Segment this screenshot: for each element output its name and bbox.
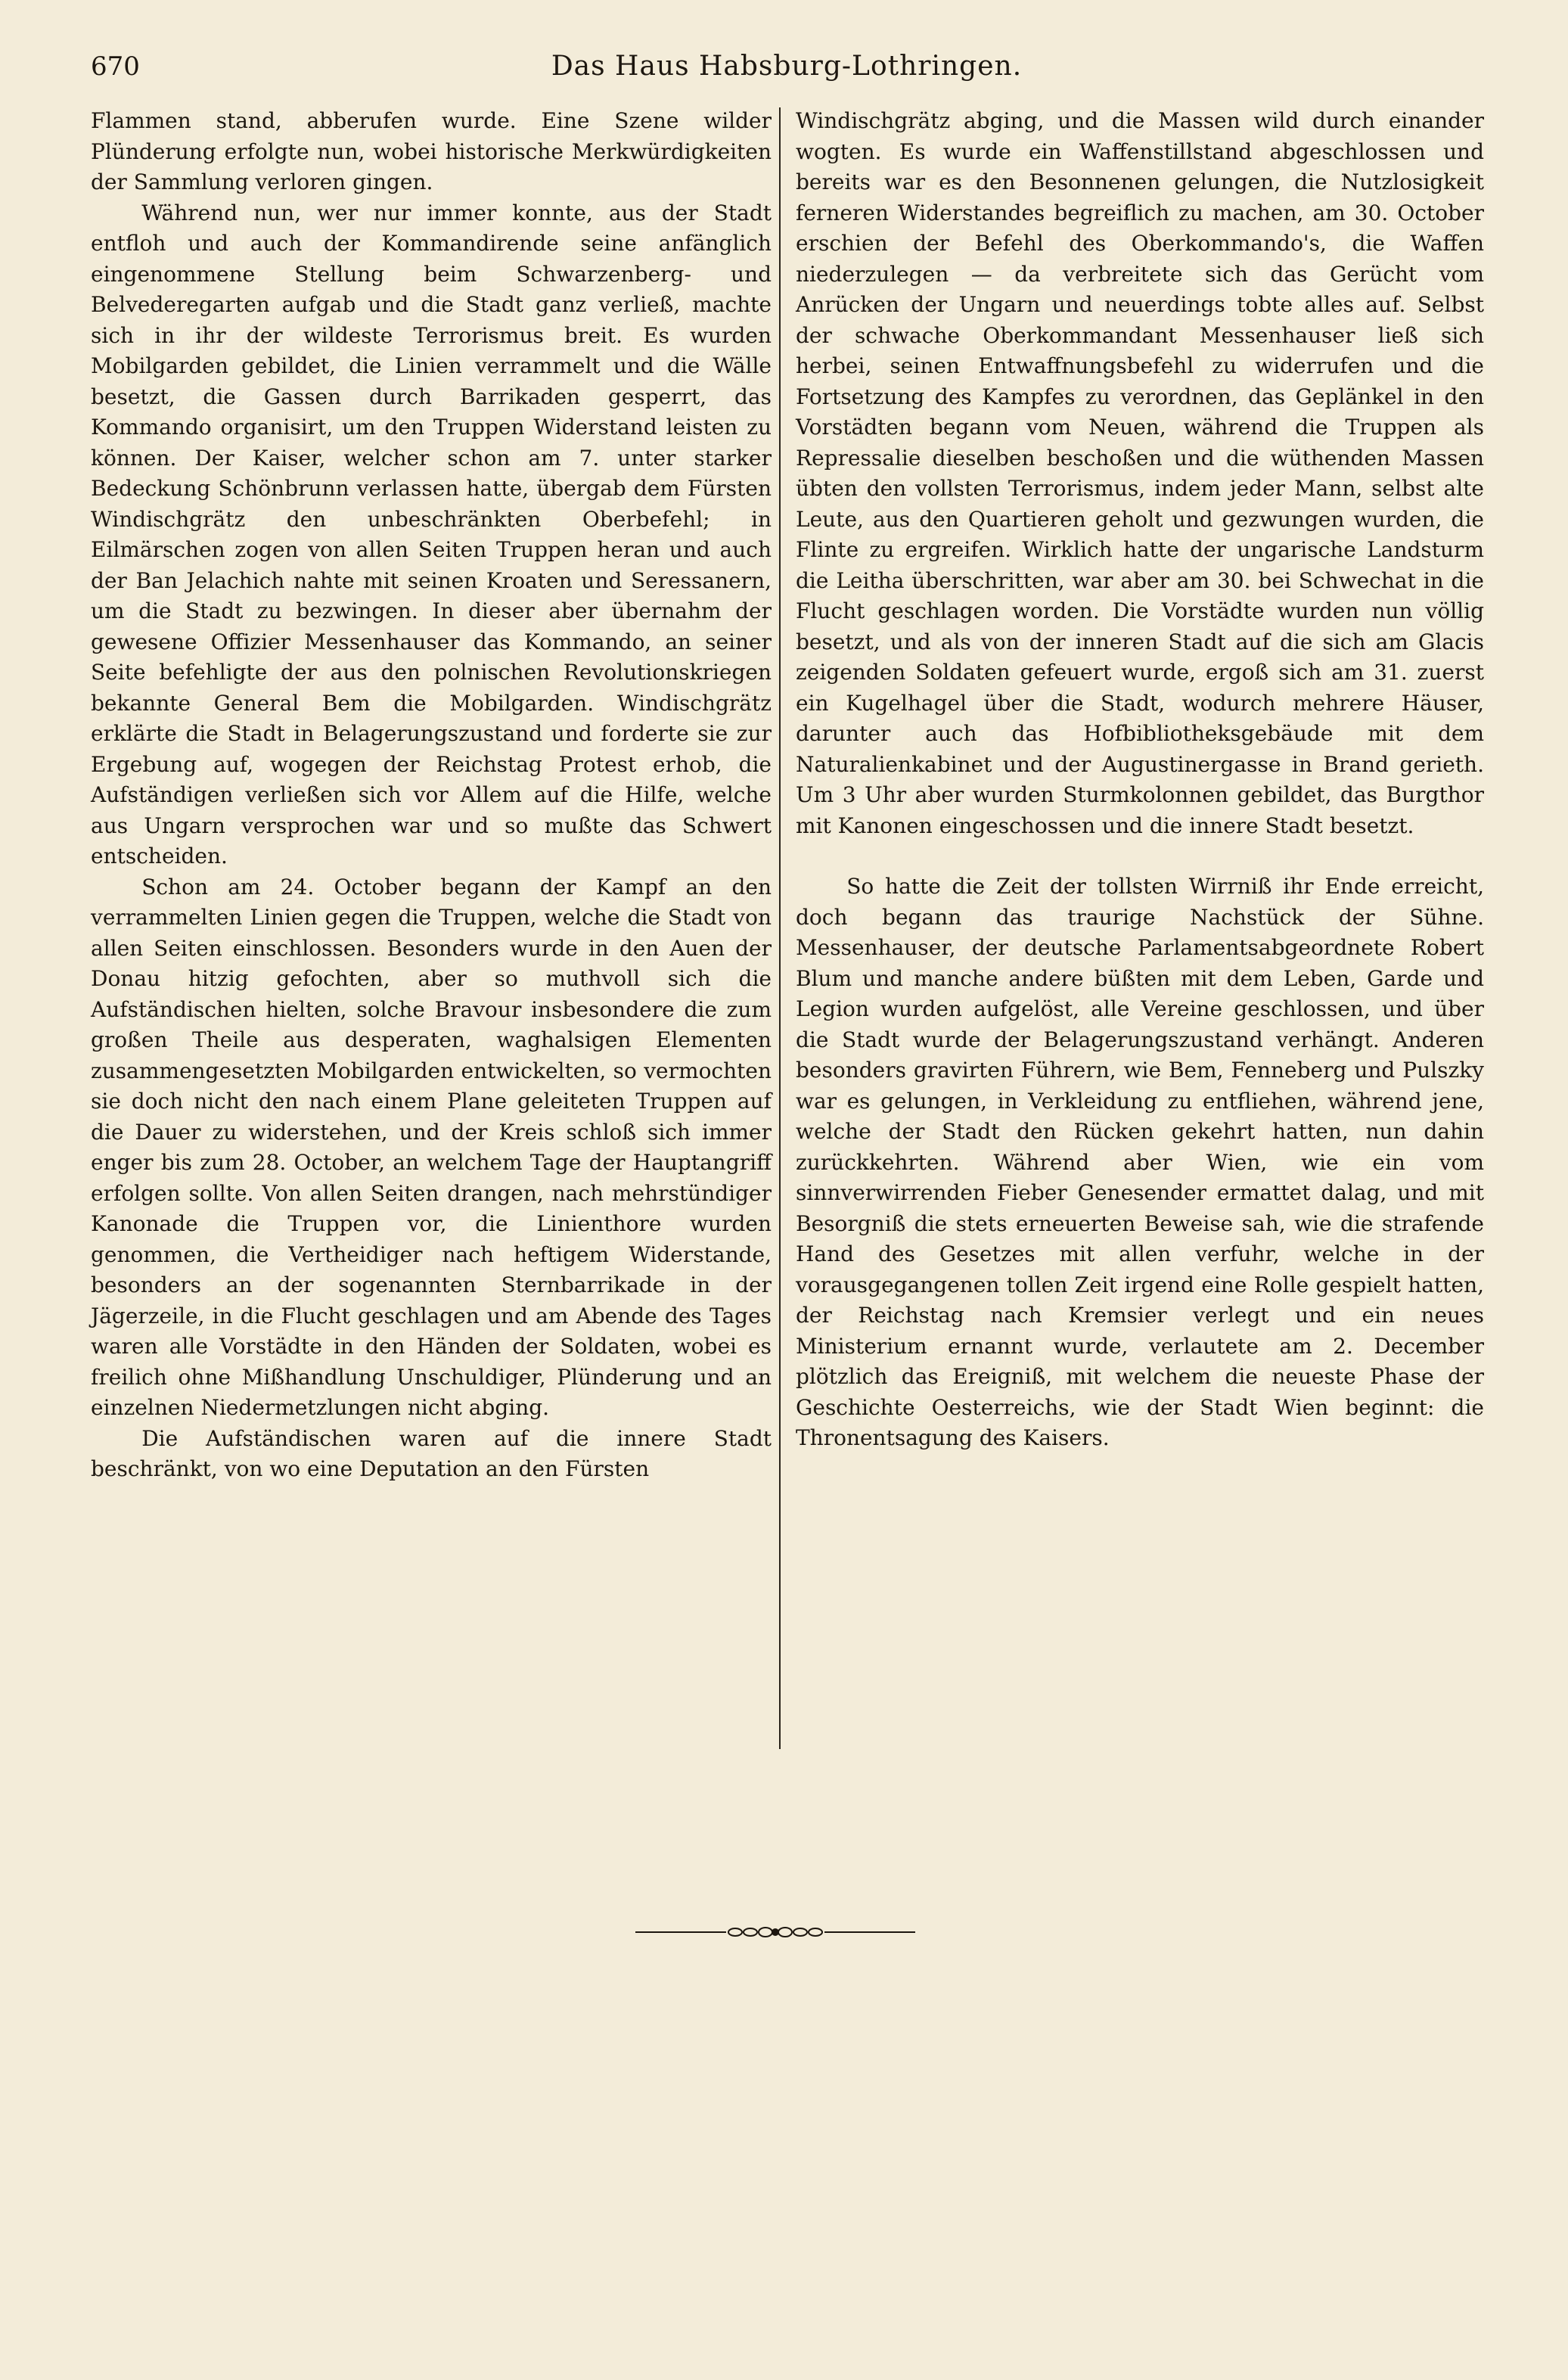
column-divider xyxy=(779,107,781,1749)
paragraph-left-3: Schon am 24. October begann der Kampf an den verrammelten Linien gegen die Truppen, welche die Stadt von allen Seiten einschlossen. Besonders wurde in den Auen der Donau hitzig gefochten, aber so muthvoll sich die Aufständischen hielten, solche Bravour insbesondere die zum großen Theile aus desperaten, waghalsigen Elementen zusammengesetzten Mobilgarden entwickelten, so vermochten sie doch nicht den nach einem Plane geleiteten Truppen auf die Dauer zu widerstehen, und der Kreis schloß sich immer enger bis zum 28. October, an welchem Tage der Hauptangriff erfolgen sollte. Von allen Seiten drangen, nach mehrstündiger Kanonade die Truppen vor, die Linienthore wurden genommen, die Vertheidiger nach heftigem Widerstande, besonders an der sogenannten Sternbarrikade in der Jägerzeile, in die Flucht geschlagen und am Abende des Tages waren alle Vorstädte in den Händen der Soldaten, wobei es freilich ohne Mißhandlung Unschuldiger, Plünderung und an einzelnen Niedermetzlungen nicht abging. xyxy=(91,874,772,1420)
paragraph-right-1: Windischgrätz abging, und die Massen wild durch einander wogten. Es wurde ein Waffenstillstand abgeschlossen und bereits war es den Besonnenen gelungen, die Nutzlosigkeit ferneren Widerstandes begreiflich zu machen, am 30. October erschien der Befehl des Oberkommando's, die Waffen niederzulegen — da verbreitete sich das Gerücht vom Anrücken der Ungarn und neuerdings tobte alles auf. Selbst der schwache Oberkommandant Messenhauser ließ sich herbei, seinen Entwaffnungsbefehl zu widerrufen und die Fortsetzung des Kampfes zu verordnen, das Geplänkel in den Vorstädten begann vom Neuen, während die Truppen als Repressalie dieselben beschoßen und die wüthenden Massen übten den vollsten Terrorismus, indem jeder Mann, selbst alte Leute, aus den Quartieren geholt und gezwungen wurden, die Flinte zu ergreifen. Wirklich hatte der ungarische Landsturm die Leitha überschritten, war aber am 30. bei Schwechat in die Flucht geschlagen worden. Die Vorstädte wurden nun völlig besetzt, und als von der inneren Stadt auf die sich am Glacis zeigenden Soldaten gefeuert wurde, ergoß sich am 31. zuerst ein Kugelhagel über die Stadt, wodurch mehrere Häuser, darunter auch das Hofbibliotheksgebäude mit dem Naturalienkabinet und der Augustinergasse in Brand gerieth. Um 3 Uhr aber wurden Sturmkolonnen gebildet, das Burgthor mit Kanonen eingeschossen und die innere Stadt besetzt. xyxy=(796,108,1484,838)
paragraph-right-2: So hatte die Zeit der tollsten Wirrniß ihr Ende erreicht, doch begann das traurige Nachstück der Sühne. Messenhauser, der deutsche Parlamentsabgeordnete Robert Blum und manche andere büßten mit dem Leben, Garde und Legion wurden aufgelöst, alle Vereine geschlossen, und über die Stadt wurde der Belagerungszustand verhängt. Anderen besonders gravirten Führern, wie Bem, Fenneberg und Pulszky war es gelungen, in Verkleidung zu entfliehen, während jene, welche der Stadt den Rücken gekehrt hatten, nun dahin zurückkehrten. Während aber Wien, wie ein vom sinnverwirrenden Fieber Genesender ermattet dalag, und mit Besorgniß die stets erneuerten Beweise sah, wie die strafende Hand des Gesetzes mit allen verfuhr, welche in der vorausgegangenen tollen Zeit irgend eine Rolle gespielt hatten, der Reichstag nach Kremsier verlegt und ein neues Ministerium ernannt wurde, verlautete am 2. December plötzlich das Ereigniß, mit welchem die neueste Phase der Geschichte Oesterreichs, wie der Stadt Wien beginnt: die Thronentsagung des Kaisers. xyxy=(796,874,1484,1450)
running-title: Das Haus Habsburg-Lothringen. xyxy=(551,51,1023,82)
paragraph-left-1: Flammen stand, abberufen wurde. Eine Szene wilder Plünderung erfolgte nun, wobei historische Merkwürdigkeiten der Sammlung verloren gingen. xyxy=(91,108,772,194)
paragraph-left-4: Die Aufständischen waren auf die innere Stadt beschränkt, von wo eine Deputation an den Fürsten xyxy=(91,1425,772,1481)
page-header xyxy=(91,47,1483,92)
tail-piece-ornament xyxy=(635,1923,915,1941)
paragraph-left-2: Während nun, wer nur immer konnte, aus der Stadt entfloh und auch der Kommandirende seine anfänglich eingenommene Stellung beim Schwarzenberg- und Belvederegarten aufgab und die Stadt ganz verließ, machte sich in ihr der wildeste Terrorismus breit. Es wurden Mobilgarden gebildet, die Linien verrammelt und die Wälle besetzt, die Gassen durch Barrikaden gesperrt, das Kommando organisirt, um den Truppen Widerstand leisten zu können. Der Kaiser, welcher schon am 7. unter starker Bedeckung Schönbrunn verlassen hatte, übergab dem Fürsten Windischgrätz den unbeschränkten Oberbefehl; in Eilmärschen zogen von allen Seiten Truppen heran und auch der Ban Jelachich nahte mit seinen Kroaten und Seressanern, um die Stadt zu bezwingen. In dieser aber übernahm der gewesene Offizier Messenhauser das Kommando, an seiner Seite befehligte der aus den polnischen Revolutionskriegen bekannte General Bem die Mobilgarden. Windischgrätz erklärte die Stadt in Belagerungszustand und forderte sie zur Ergebung auf, wogegen der Reichstag Protest erhob, die Aufständigen verließen sich vor Allem auf die Hilfe, welche aus Ungarn versprochen war und so mußte das Schwert entscheiden. xyxy=(91,200,772,868)
left-column xyxy=(91,106,772,1485)
right-column xyxy=(796,106,1484,1454)
page-number: 670 xyxy=(91,51,140,82)
